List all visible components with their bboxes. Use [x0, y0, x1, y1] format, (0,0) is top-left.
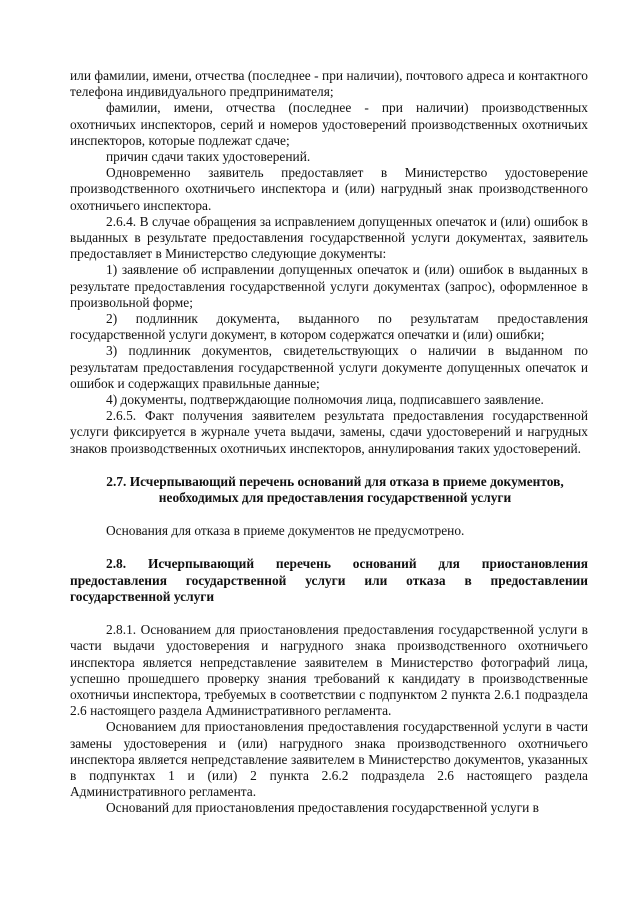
section-heading-2-7: 2.7. Исчерпывающий перечень оснований для отказа в приеме документов, необходимых для предоставления государственной услуги — [106, 473, 564, 506]
paragraph: фамилии, имени, отчества (последнее - при наличии) производственных охотничьих инспекторов, серий и номеров удостоверений производственных охотничьих инспекторов, которые подлежат сдаче; — [70, 100, 588, 148]
paragraph: 1) заявление об исправлении допущенных опечаток и (или) ошибок в выданных в результате предоставления государственной услуги документах (запрос), оформленное в произвольной форме; — [70, 262, 588, 310]
spacer — [70, 605, 588, 622]
paragraph: Оснований для приостановления предоставления государственной услуги в — [106, 800, 539, 816]
paragraph: Основания для отказа в приеме документов не предусмотрено. — [106, 523, 465, 539]
paragraph: причин сдачи таких удостоверений. — [106, 149, 311, 165]
spacer — [70, 539, 588, 556]
paragraph: 2) подлинник документа, выданного по результатам предоставления государственной услуги документ, в котором содержатся опечатки и (или) ошибки; — [70, 311, 588, 343]
section-heading-2-8: 2.8. Исчерпывающий перечень оснований для приостановления предоставления государственной услуги или отказа в предоставлении государственной услуги — [70, 556, 588, 604]
paragraph: 3) подлинник документов, свидетельствующих о наличии в выданном по результатам предоставления государственной услуги документе допущенных опечаток и ошибок и содержащих правильные данные; — [70, 343, 588, 391]
paragraph: 2.8.1. Основанием для приостановления предоставления государственной услуги в части выдачи удостоверения и нагрудного знака производственного охотничьего инспектора является непредставление заявителем в Министерство фотографий лица, успешно прошедшего проверку знания требований к кандидату в производственные охотничьи инспектора, требуемых в соответствии с подпунктом 2 пункта 2.6.1 подраздела 2.6 настоящего раздела Административного регламента. — [70, 622, 588, 719]
section-2-8-body — [70, 622, 588, 816]
paragraph: Одновременно заявитель предоставляет в Министерство удостоверение производственного охотничьего инспектора и (или) нагрудный знак производственного охотничьего инспектора. — [70, 165, 588, 213]
document-page — [70, 68, 588, 817]
paragraph: 2.6.5. Факт получения заявителем результата предоставления государственной услуги фиксируется в журнале учета выдачи, замены, сдачи удостоверений и нагрудных знаков производственных охотничьих инспекторов, аннулирования таких удостоверений. — [70, 408, 588, 456]
spacer — [70, 457, 588, 474]
paragraph: 2.6.4. В случае обращения за исправлением допущенных опечаток и (или) ошибок в выданных в результате предоставления государственной услуги документах, заявитель предоставляет в Министерство следующие документы: — [70, 213, 588, 262]
paragraph: 4) документы, подтверждающие полномочия лица, подписавшего заявление. — [106, 392, 544, 408]
paragraph: Основанием для приостановления предоставления государственной услуги в части замены удостоверения и (или) нагрудного знака производственного охотничьего инспектора является непредставление заявителем в Министерство документов, указанных в подпунктах 1 и (или) 2 пункта 2.6.2 подраздела 2.6 настоящего раздела Административного регламента. — [70, 719, 588, 800]
spacer — [70, 506, 588, 523]
paragraph: или фамилии, имени, отчества (последнее - при наличии), почтового адреса и контактного телефона индивидуального предпринимателя; — [70, 68, 588, 100]
section-2-6-continuation — [70, 68, 588, 457]
